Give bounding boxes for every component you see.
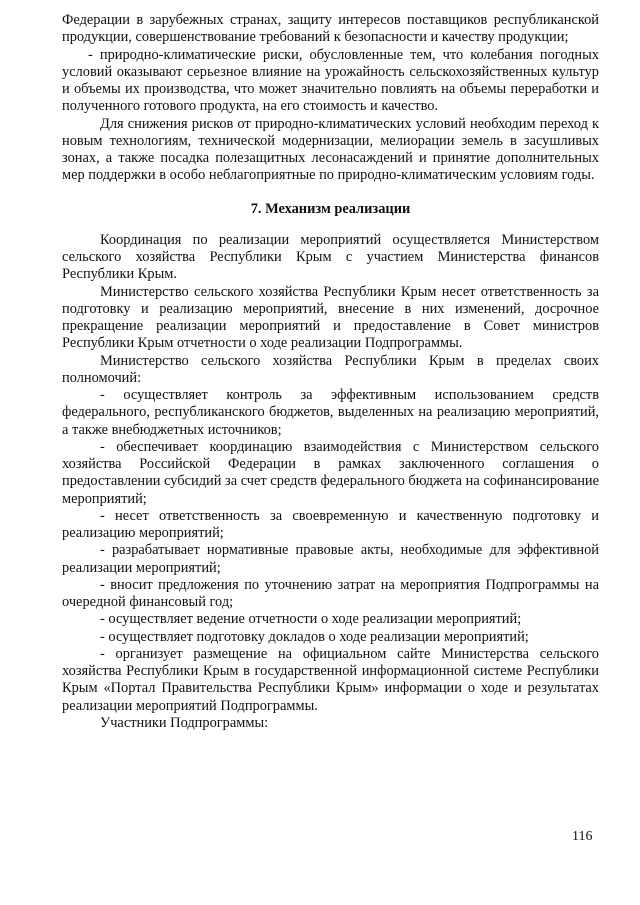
list-item: - несет ответственность за своевременную и качественную подготовку и реализацию мероприятий; bbox=[62, 507, 599, 541]
list-item: - организует размещение на официальном сайте Министерства сельского хозяйства Республики Крым в государственной информационной системе Республики Крым «Портал Правительства Республики Крым» информации о ходе и результатах реализации мероприятий Подпрограммы. bbox=[62, 645, 599, 714]
page-number: 116 bbox=[572, 829, 593, 844]
list-item: - природно-климатические риски, обусловленные тем, что колебания погодных условий оказывают серьезное влияние на урожайность сельскохозяйственных культур и объемы их производства, что может значительно повлиять на объемы переработки и полученного готового продукта, на его стоимость и качество. bbox=[62, 46, 599, 115]
list-item: - осуществляет контроль за эффективным использованием средств федерального, республиканского бюджетов, выделенных на реализацию мероприятий, а также внебюджетных источников; bbox=[62, 387, 599, 438]
paragraph: Участники Подпрограммы: bbox=[100, 714, 269, 731]
paragraph: Министерство сельского хозяйства Республики Крым несет ответственность за подготовку и реализацию мероприятий, внесение в них изменений, досрочное прекращение реализации мероприятий и предоставление в Совет министров Республики Крым отчетности о ходе реализации Подпрограммы. bbox=[62, 283, 599, 352]
paragraph: Федерации в зарубежных странах, защиту интересов поставщиков республиканской продукции, совершенствование требований к безопасности и качеству продукции; bbox=[62, 12, 599, 46]
list-item: - разрабатывает нормативные правовые акты, необходимые для эффективной реализации мероприятий; bbox=[62, 542, 599, 576]
list-item: - осуществляет подготовку докладов о ходе реализации мероприятий; bbox=[100, 628, 529, 645]
paragraph: Координация по реализации мероприятий осуществляется Министерством сельского хозяйства Республики Крым с участием Министерства финансов Республики Крым. bbox=[62, 231, 599, 283]
section-heading: 7. Механизм реализации bbox=[250, 200, 411, 217]
list-item: - осуществляет ведение отчетности о ходе реализации мероприятий; bbox=[100, 611, 522, 628]
page-body bbox=[62, 12, 599, 732]
paragraph: Министерство сельского хозяйства Республики Крым в пределах своих полномочий: bbox=[62, 352, 599, 386]
paragraph: Для снижения рисков от природно-климатических условий необходим переход к новым технологиям, технической модернизации, мелиорации земель в засушливых зонах, а также посадка полезащитных лесонасаждений и принятие дополнительных мер поддержки в особо неблагоприятные по природно-климатическим условиям годы. bbox=[62, 115, 599, 184]
list-item: - обеспечивает координацию взаимодействия с Министерством сельского хозяйства Российской Федерации в рамках заключенного соглашения о предоставлении субсидий за счет средств федерального бюджета на софинансирование мероприятий; bbox=[62, 438, 599, 507]
list-item: - вносит предложения по уточнению затрат на мероприятия Подпрограммы на очередной финансовый год; bbox=[62, 576, 599, 610]
